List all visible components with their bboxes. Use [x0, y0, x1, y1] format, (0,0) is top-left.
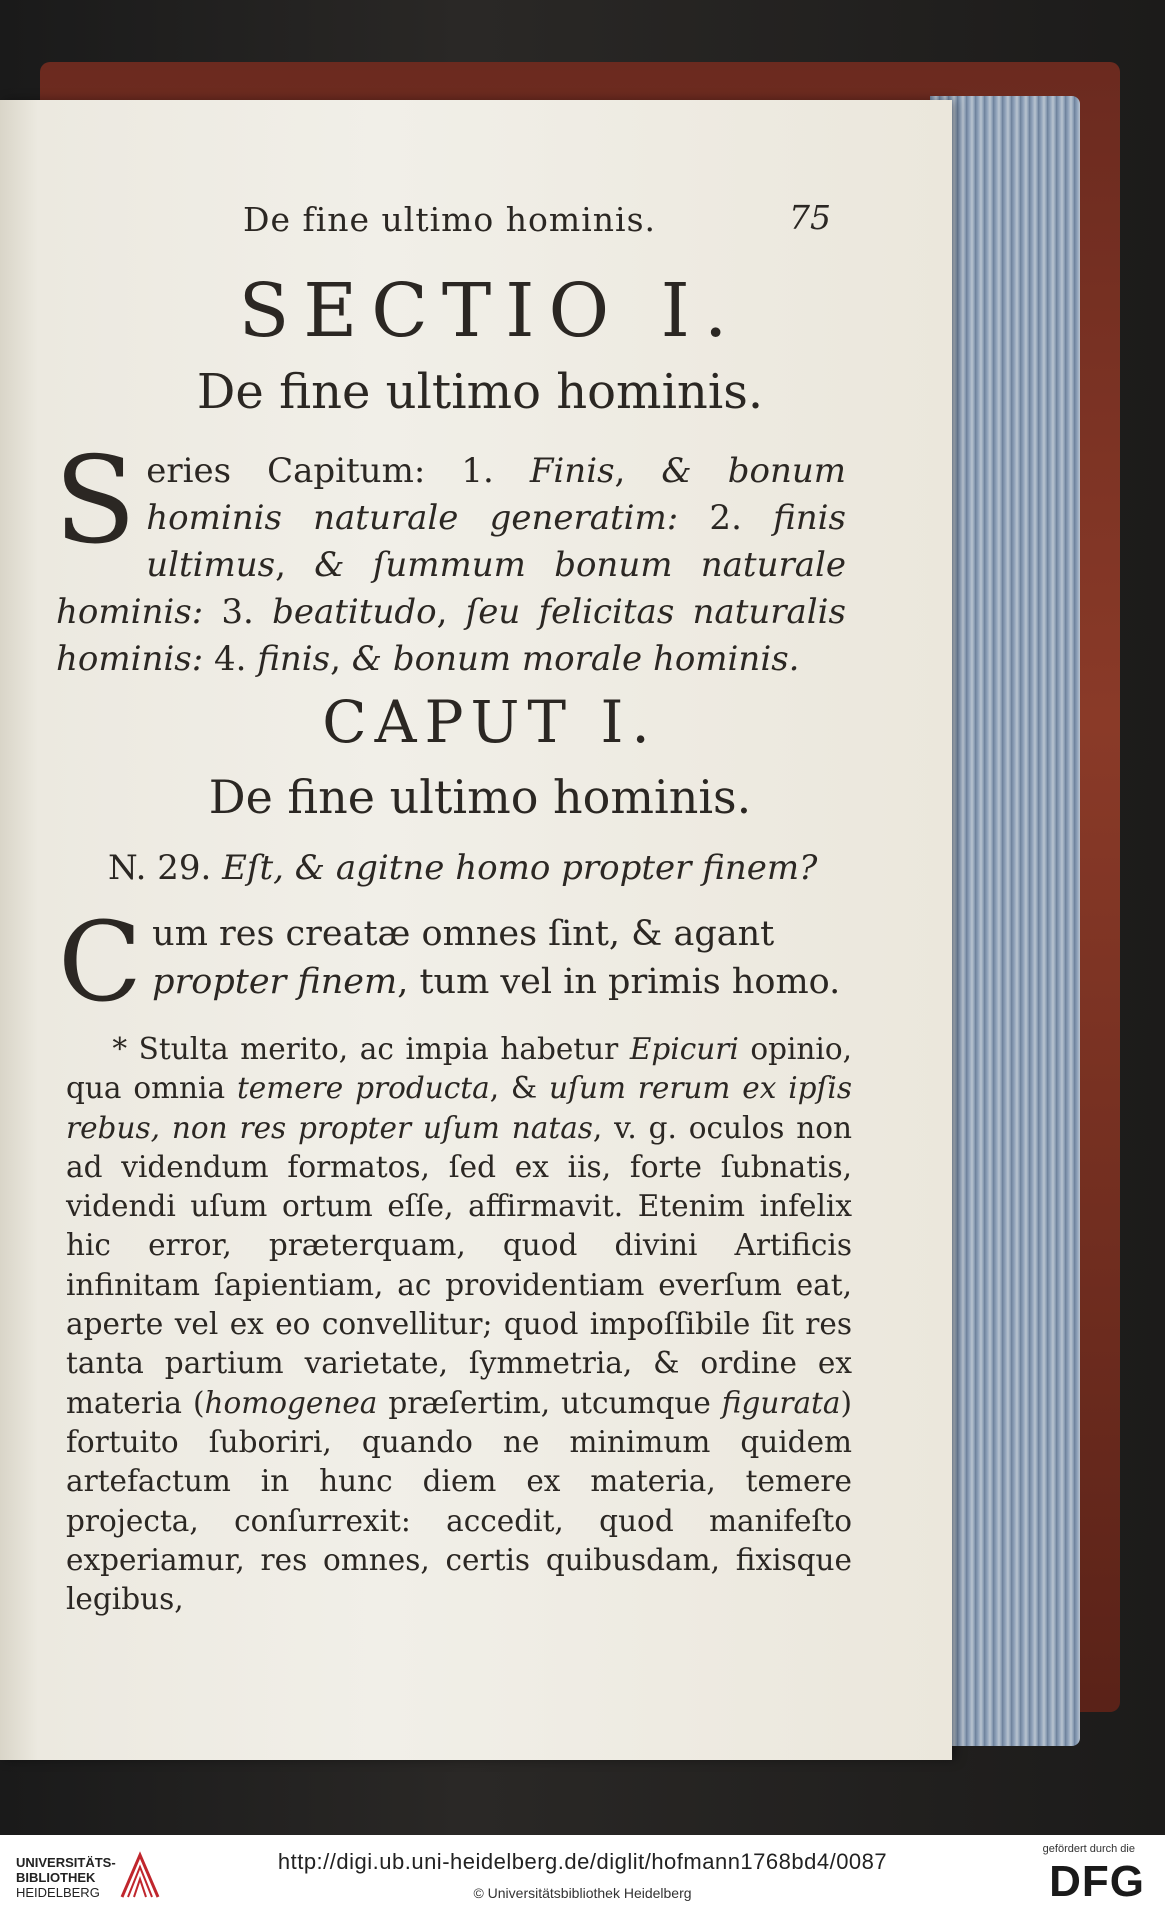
section-title: De fine ultimo hominis.: [196, 364, 764, 420]
logo-line-2: BIBLIOTHEK: [16, 1870, 96, 1885]
logo-line-1: UNIVERSITÄTS-: [16, 1855, 116, 1870]
page-number: 75: [789, 198, 831, 237]
logo-line-3: HEIDELBERG: [16, 1885, 100, 1900]
dfg-label: gefördert durch die: [1042, 1843, 1135, 1855]
question-number: N. 29.: [108, 848, 212, 888]
question-line: [108, 848, 817, 888]
copyright-notice: © Universitätsbibliothek Heidelberg: [473, 1885, 692, 1901]
permalink-url[interactable]: http://digi.ub.uni-heidelberg.de/diglit/hofmann1768bd4/0087: [277, 1849, 888, 1874]
series-text: eries Capitum: 1. Finis, & bonum hominis naturale generatim: 2. finis ultimus, & ſummum bonum naturale hominis: 3. beatitudo, ſeu felicitas naturalis hominis: 4. finis, & bonum morale hominis.: [56, 451, 846, 679]
dfg-logo: DFG: [1049, 1857, 1145, 1906]
chapter-title: De fine ultimo hominis.: [208, 770, 752, 824]
series-capitum-paragraph: [54, 432, 846, 683]
drop-cap-s: S: [54, 432, 137, 571]
footer-bar: [0, 1835, 1165, 1919]
question-text: Eſt, & agitne homo propter finem?: [222, 848, 818, 888]
cum-paragraph: [58, 898, 850, 1026]
cum-text: um res creatæ omnes ſint, & agant propter finem, tum vel in primis homo.: [152, 914, 841, 1002]
drop-cap-c: C: [58, 898, 143, 1026]
page-fore-edge: [930, 96, 1080, 1746]
footnote-paragraph: * Stulta merito, ac impia habetur Epicuri opinio, qua omnia temere producta, & uſum rerum ex ipſis rebus, non res propter uſum natas, v. g. oculos non ad videndum formatos, ſed ex iis, forte ſubnatis, videndi uſum ortum eſſe, affirmavit. Etenim infelix hic error, præterquam, quod divini Artificis infinitam ſapientiam, ac providentiam everſum eat, aperte vel ex eo convellitur; quod impoſſibile ſit res tanta partium varietate, ſymmetria, & ordine ex materia (homogenea præſertim, utcumque figurata) fortuito ſuboriri, quando ne minimum quidem artefactum in hunc diem ex materia, temere projecta, conſurrexit: accedit, quod manifeſto experiamur, res omnes, certis quibusdam, fixisque legibus,: [66, 1032, 853, 1617]
chapter-heading: CAPUT I.: [322, 688, 658, 756]
section-heading: SECTIO I.: [238, 268, 742, 354]
running-head: De fine ultimo hominis.: [243, 200, 656, 239]
